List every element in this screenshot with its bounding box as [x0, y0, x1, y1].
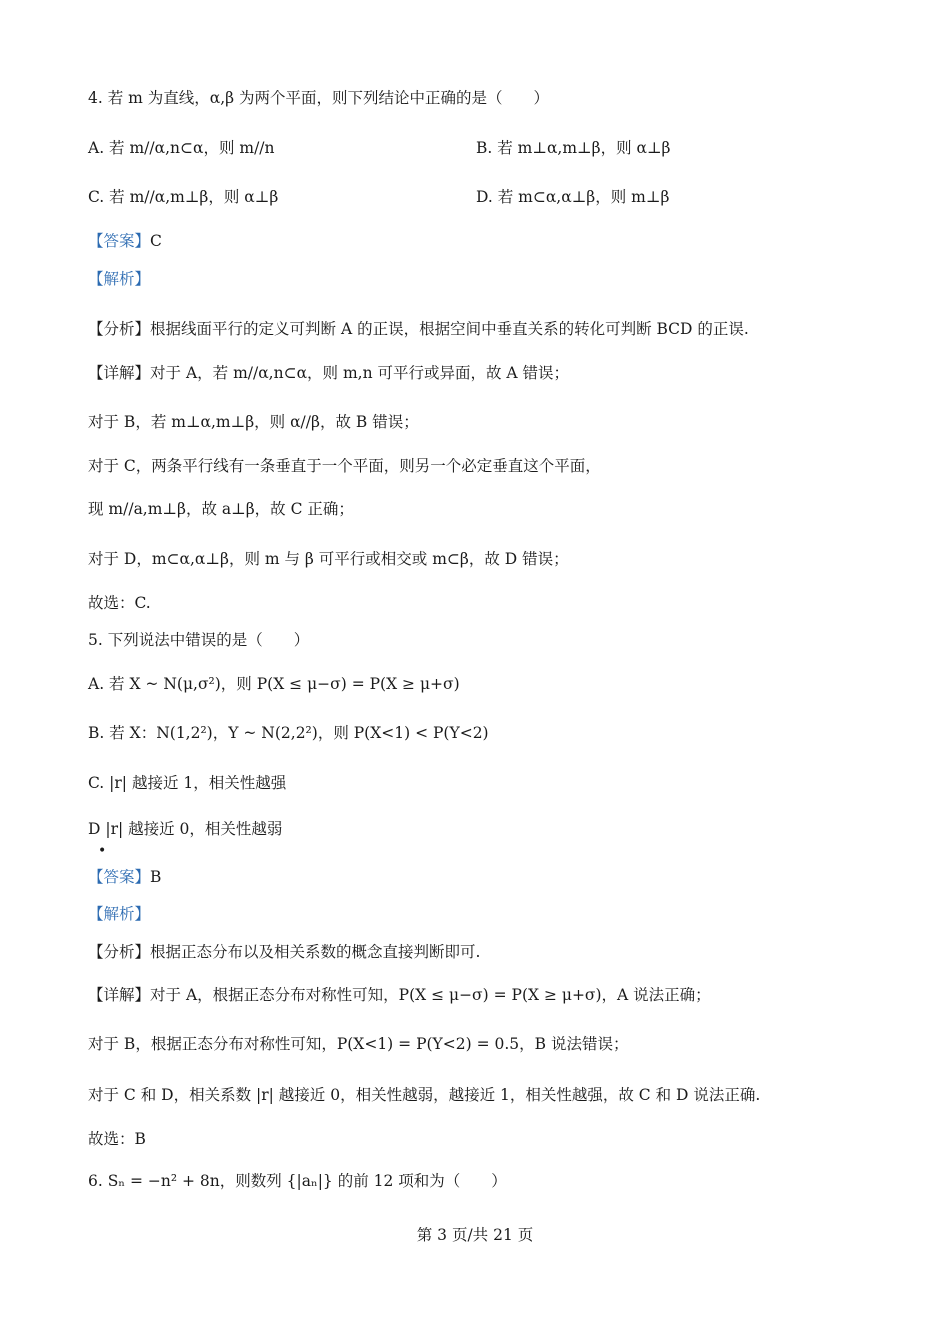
- q4-detail-line-4: 现 m//a,m⊥β，故 a⊥β，故 C 正确；: [88, 500, 354, 518]
- q4-answer: [88, 229, 162, 253]
- q4-xiangjie: [88, 361, 569, 385]
- q4-option-a: A. 若 m//α,n⊂α，则 m//n: [88, 139, 275, 157]
- q4-detail-line-5: 对于 D，m⊂α,α⊥β，则 m 与 β 可平行或相交或 m⊂β，故 D 错误；: [88, 550, 569, 568]
- q4-detail-line-3: 对于 C，两条平行线有一条垂直于一个平面，则另一个必定垂直这个平面，: [88, 457, 601, 475]
- q5-detail-line-3: 对于 C 和 D，相关系数 |r| 越接近 0，相关性越弱，越接近 1，相关性越强，故 C 和 D 说法正确.: [88, 1086, 761, 1104]
- xiangjie-tag: 【详解】: [88, 986, 151, 1004]
- q5-option-a: A. 若 X ~ N(μ,σ²)，则 P(X ≤ μ−σ) = P(X ≥ μ+σ): [88, 675, 460, 693]
- fenxi-text: 根据正态分布以及相关系数的概念直接判断即可.: [150, 943, 481, 961]
- fenxi-text: 根据线面平行的定义可判断 A 的正误，根据空间中垂直关系的转化可判断 BCD 的正误.: [150, 320, 749, 338]
- q5-analysis-tag: 【解析】: [88, 905, 151, 923]
- fenxi-tag: 【分析】: [88, 943, 151, 961]
- fenxi-tag: 【分析】: [88, 320, 151, 338]
- q4-analysis-tag: 【解析】: [88, 270, 151, 288]
- q4-stem: 4. 若 m 为直线，α,β 为两个平面，则下列结论中正确的是（ ）: [88, 89, 550, 107]
- q4-option-c: C. 若 m//α,m⊥β，则 α⊥β: [88, 188, 279, 206]
- q5-answer: [88, 865, 161, 889]
- q5-option-d: D |r| 越接近 0，相关性越弱: [88, 820, 283, 838]
- q6-stem: 6. Sₙ = −n² + 8n，则数列 {|aₙ|} 的前 12 项和为（ ）: [88, 1172, 507, 1190]
- q4-option-d: D. 若 m⊂α,α⊥β，则 m⊥β: [476, 188, 670, 206]
- q4-detail-line-2: 对于 B，若 m⊥α,m⊥β，则 α//β，故 B 错误；: [88, 413, 419, 431]
- xiangjie-text: 对于 A，根据正态分布对称性可知，P(X ≤ μ−σ) = P(X ≥ μ+σ)，A 说法正确；: [150, 986, 711, 1004]
- q4-fenxi: [88, 317, 749, 341]
- answer-tag: 【答案】: [88, 868, 151, 886]
- q5-stem: 5. 下列说法中错误的是（ ）: [88, 631, 310, 649]
- q5-option-c: C. |r| 越接近 1，相关性越强: [88, 774, 287, 792]
- answer-value: C: [150, 232, 162, 250]
- stray-dot: •: [98, 843, 107, 859]
- q5-option-b: B. 若 X：N(1,2²)，Y ~ N(2,2²)，则 P(X<1) < P(Y<2): [88, 724, 489, 742]
- page-footer: 第 3 页/共 21 页: [416, 1226, 534, 1244]
- q4-detail-line-6: 故选：C.: [88, 594, 151, 612]
- q5-fenxi: [88, 940, 480, 964]
- q4-option-b: B. 若 m⊥α,m⊥β，则 α⊥β: [476, 139, 671, 157]
- answer-value: B: [150, 868, 162, 886]
- xiangjie-tag: 【详解】: [88, 364, 151, 382]
- q5-detail-line-2: 对于 B，根据正态分布对称性可知，P(X<1) = P(Y<2) = 0.5，B 说法错误；: [88, 1035, 629, 1053]
- answer-tag: 【答案】: [88, 232, 151, 250]
- xiangjie-text: 对于 A，若 m//α,n⊂α，则 m,n 可平行或异面，故 A 错误；: [150, 364, 570, 382]
- q5-xiangjie: [88, 983, 711, 1007]
- q5-detail-line-4: 故选：B: [88, 1130, 146, 1148]
